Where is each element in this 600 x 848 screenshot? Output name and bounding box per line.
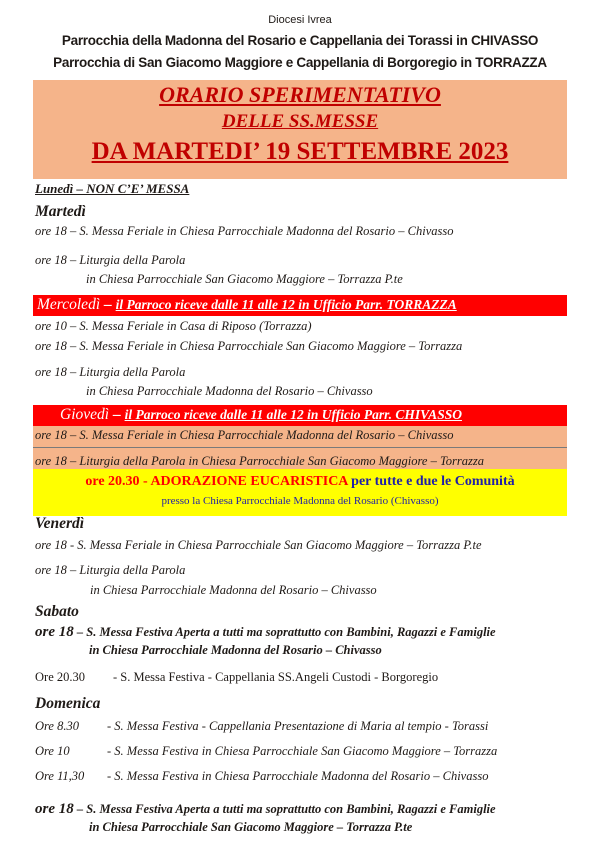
domenica-row-2-text: - S. Messa Festiva in Chiesa Parrocchiale San Giacomo Maggiore – Torrazza	[107, 744, 498, 758]
domenica-line-18	[35, 801, 496, 818]
giovedi-heading-row	[60, 406, 462, 424]
sabato-time: ore 18	[35, 624, 74, 640]
venerdi-line-1: ore 18 - S. Messa Feriale in Chiesa Parrocchiale San Giacomo Maggiore – Torrazza P.te	[35, 538, 482, 552]
mercoledi-heading: Mercoledì	[37, 296, 101, 313]
mercoledi-dash: –	[100, 296, 116, 313]
adorazione-title-row	[0, 472, 600, 490]
venerdi-line-2: ore 18 – Liturgia della Parola	[35, 563, 186, 577]
sabato-2030-text: - S. Messa Festiva - Cappellania SS.Angeli Custodi - Borgoregio	[113, 670, 439, 684]
venerdi-line-3: in Chiesa Parrocchiale Madonna del Rosario – Chivasso	[90, 583, 377, 597]
sabato-row-2030	[35, 670, 438, 685]
parish-torrazza: Parrocchia di San Giacomo Maggiore e Cappellania di Borgoregio in TORRAZZA	[53, 55, 547, 70]
title-messe: DELLE SS.MESSE	[221, 111, 379, 132]
mercoledi-line-4: in Chiesa Parrocchiale Madonna del Rosario – Chivasso	[86, 384, 373, 398]
adorazione-location: presso la Chiesa Parrocchiale Madonna del Rosario (Chivasso)	[161, 495, 439, 507]
giovedi-heading: Giovedì	[60, 406, 110, 423]
sabato-text: – S. Messa Festiva Aperta a tutti ma soprattutto con Bambini, Ragazzi e Famiglie	[73, 625, 496, 639]
domenica-line-18-b: in Chiesa Parrocchiale San Giacomo Maggiore – Torrazza P.te	[89, 820, 413, 834]
sabato-line-1	[35, 624, 496, 641]
mercoledi-line-2: ore 18 – S. Messa Feriale in Chiesa Parrocchiale San Giacomo Maggiore – Torrazza	[35, 339, 463, 353]
title-orario: ORARIO SPERIMENTATIVO	[159, 82, 441, 107]
domenica-row-1-text: - S. Messa Festiva - Cappellania Presentazione di Maria al tempio - Torassi	[107, 719, 489, 733]
adorazione-title: ore 20.30 - ADORAZIONE EUCARISTICA	[85, 474, 348, 489]
martedi-heading: Martedì	[35, 203, 86, 220]
venerdi-heading: Venerdì	[35, 515, 85, 532]
domenica-heading: Domenica	[35, 695, 101, 712]
giovedi-note: il Parroco riceve dalle 11 alle 12 in Ufficio Parr. CHIVASSO	[124, 407, 462, 422]
domenica-18-text: – S. Messa Festiva Aperta a tutti ma soprattutto con Bambini, Ragazzi e Famiglie	[73, 802, 496, 816]
domenica-row-3	[35, 769, 488, 784]
sabato-line-2: in Chiesa Parrocchiale Madonna del Rosario – Chivasso	[89, 643, 382, 657]
parish-chivasso: Parrocchia della Madonna del Rosario e Cappellania dei Torassi in CHIVASSO	[61, 33, 539, 48]
domenica-row-1	[35, 719, 488, 734]
giovedi-line-2: ore 18 – Liturgia della Parola in Chiesa Parrocchiale San Giacomo Maggiore – Torrazza	[35, 454, 484, 468]
domenica-row-2-time: Ore 10	[35, 744, 70, 758]
giovedi-line-1: ore 18 – S. Messa Feriale in Chiesa Parrocchiale Madonna del Rosario – Chivasso	[35, 428, 454, 442]
mercoledi-note: il Parroco riceve dalle 11 alle 12 in Ufficio Parr. TORRAZZA	[115, 297, 457, 312]
giovedi-dash: –	[109, 406, 125, 423]
martedi-line-2: ore 18 – Liturgia della Parola	[35, 253, 186, 267]
domenica-row-3-time: Ore 11,30	[35, 769, 85, 783]
martedi-line-3: in Chiesa Parrocchiale San Giacomo Maggiore – Torrazza P.te	[86, 272, 403, 286]
title-date: DA MARTEDI’ 19 SETTEMBRE 2023	[91, 138, 509, 165]
domenica-row-3-text: - S. Messa Festiva in Chiesa Parrocchiale Madonna del Rosario – Chivasso	[107, 769, 489, 783]
domenica-row-1-time: Ore 8.30	[35, 719, 79, 733]
domenica-row-2	[35, 744, 497, 759]
giovedi-separator	[33, 447, 567, 448]
domenica-18-time: ore 18	[35, 801, 74, 817]
mercoledi-line-1: ore 10 – S. Messa Feriale in Casa di Riposo (Torrazza)	[35, 319, 312, 333]
sabato-heading: Sabato	[35, 603, 79, 620]
martedi-line-1: ore 18 – S. Messa Feriale in Chiesa Parrocchiale Madonna del Rosario – Chivasso	[35, 224, 454, 238]
lunedi-note: Lunedì – NON C’E’ MESSA	[35, 181, 190, 196]
adorazione-communities: per tutte e due le Comunità	[347, 474, 515, 489]
mercoledi-line-3: ore 18 – Liturgia della Parola	[35, 365, 186, 379]
sabato-2030-time: Ore 20.30	[35, 670, 85, 684]
mercoledi-heading-row	[37, 296, 457, 314]
diocese-label: Diocesi Ivrea	[268, 14, 332, 26]
